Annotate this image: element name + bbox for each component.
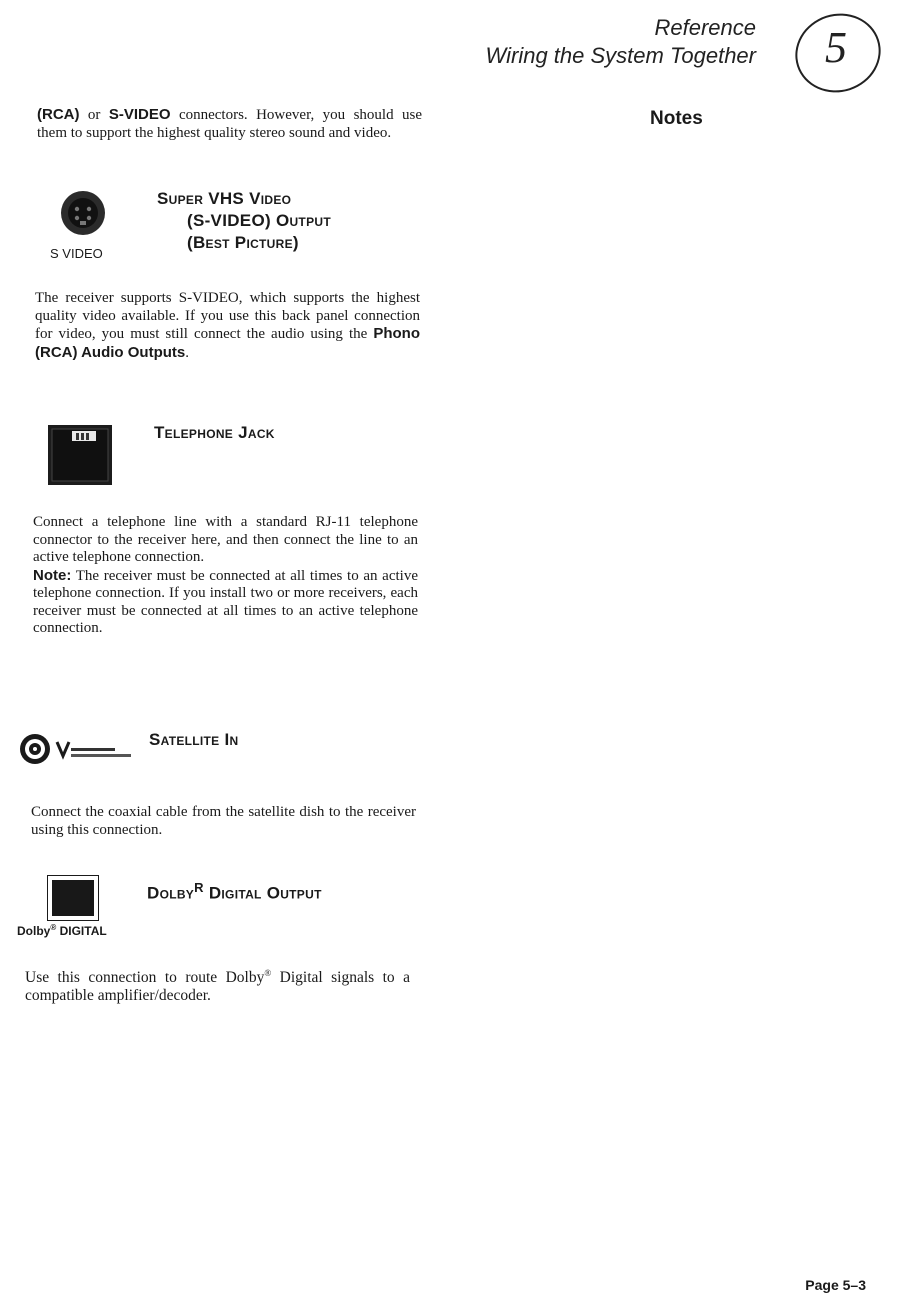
dolby-paragraph: Use this connection to route Dolby® Digital signals to a compatible amplifier/decoder. [25,968,411,1004]
satellite-paragraph: Connect the coaxial cable from the satellite dish to the receiver using this connection. [31,804,416,838]
notes-label: Notes [650,108,703,129]
svideo-connector-icon [60,190,106,236]
svideo-paragraph: The receiver supports S-VIDEO, which supports the highest quality video available. If you use this back panel connection for video, you must still connect the audio using the Phono (RCA) Audio Outputs. [35,290,420,361]
svideo-heading-line3: (Best Picture) [187,233,299,252]
satellite-in-icon [19,732,137,768]
header-subtitle: Wiring the System Together [485,43,756,68]
dolby-digital-connector-icon [47,875,99,921]
page-number: Page 5–3 [805,1277,866,1293]
svideo-term: S-VIDEO [108,106,171,123]
telephone-jack-icon [48,425,112,485]
rca-term: (RCA) [37,106,80,123]
dolby-heading: Dolby$^R$ Digital Output [147,880,322,903]
chapter-number: 5 [825,23,847,72]
dolby-icon-caption: Dolby® DIGITAL [17,923,107,938]
header-section: Reference [654,15,756,40]
satellite-heading: Satellite In [149,730,239,749]
phono-outputs-term: Phono (RCA) Audio Outputs [35,325,420,361]
intro-paragraph: (RCA) or S-VIDEO connectors. However, you should use them to support the highest quality stereo sound and video. [37,106,422,141]
note-label: Note: [33,566,72,584]
svideo-heading-line1: Super VHS Video [157,189,292,208]
telephone-heading: Telephone Jack [154,423,275,442]
svideo-heading-line2: (S-VIDEO) Output [187,211,331,230]
telephone-paragraph: Connect a telephone line with a standard RJ-11 telephone connector to the receiver here, and then connect the line to an active telephone connection. Note: The receiver must be connected at all times to an active telephone connection. If you install two or more receivers, each receiver must be connected at all times to an active telephone connection. [33,514,418,636]
svideo-icon-caption: S VIDEO [50,246,103,261]
